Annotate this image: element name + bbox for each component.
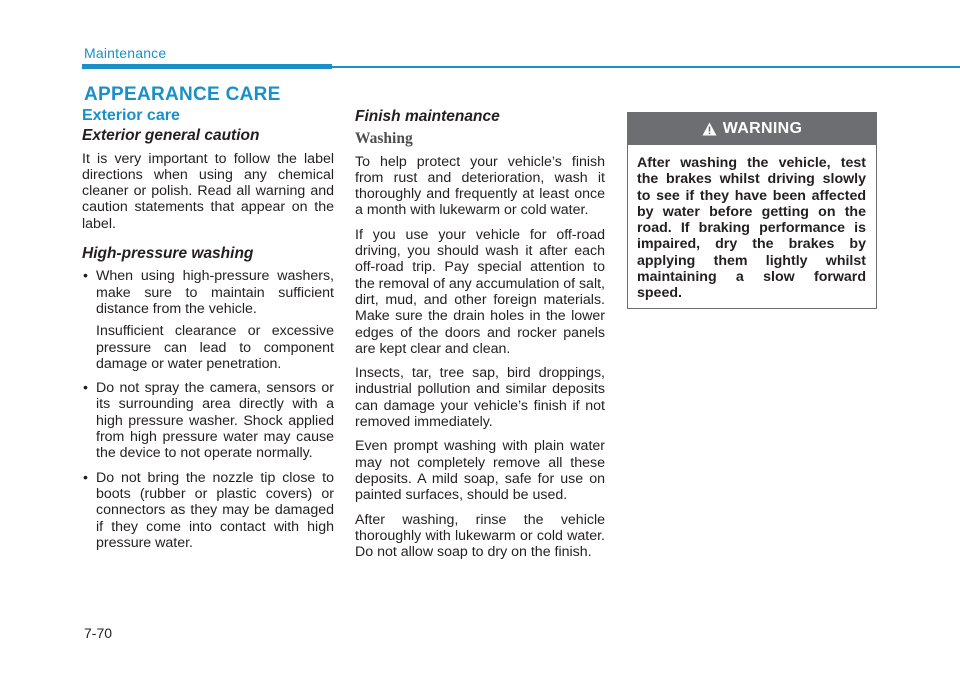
header-rule-thin xyxy=(332,66,960,68)
header-rule-thick xyxy=(82,64,332,69)
list-item-text: Do not spray the camera, sensors or its surrounding area directly with a high pressure washer. Shock applied from high pressure water may cause the device to not operate normally. xyxy=(96,380,334,462)
list-item-text: When using high-pressure washers, make sure to maintain sufficient distance from the vehicle. xyxy=(96,268,334,317)
warning-label: WARNING xyxy=(722,119,803,137)
high-pressure-heading: High-pressure washing xyxy=(82,245,254,263)
warning-box xyxy=(627,112,877,309)
page-number: 7-70 xyxy=(84,625,113,641)
list-item xyxy=(82,380,334,461)
washing-paragraph: Insects, tar, tree sap, bird droppings, industrial pollution and similar deposits can damage your vehicle’s finish if not removed immediately. xyxy=(355,365,605,431)
list-item xyxy=(82,268,334,372)
list-item xyxy=(82,470,334,551)
section-label: Maintenance xyxy=(84,45,167,61)
bullet-icon: • xyxy=(83,469,88,486)
washing-paragraph: To help protect your vehicle’s finish from rust and deterioration, wash it thoroughly and frequently at least once a month with lukewarm or cold water. xyxy=(355,153,605,219)
column-exterior-care xyxy=(82,108,334,559)
warning-header xyxy=(628,113,876,145)
warning-text: After washing the vehicle, test the brakes whilst driving slowly to see if they have been affected by water before getting on the road. If braking performance is impaired, dry the brakes by applying them lightly whilst maintaining a slow forward speed. xyxy=(637,155,866,302)
general-caution-heading: Exterior general caution xyxy=(82,127,260,145)
page-title: APPEARANCE CARE xyxy=(84,84,281,105)
bullet-icon: • xyxy=(83,380,88,397)
column-warning xyxy=(627,112,879,309)
general-caution-paragraph: It is very important to follow the label directions when using any chemical cleaner or polish. Read all warning and caution statements that appear on the label. xyxy=(82,150,334,232)
washing-paragraph: If you use your vehicle for off-road driving, you should wash it after each off-road trip. Pay special attention to the removal of any accumulation of salt, dirt, mud, and other foreign materials. Make sure the drain holes in the lower edges of the doors and rocker panels are kept clear and clean. xyxy=(355,226,605,357)
washing-heading: Washing xyxy=(355,130,413,148)
high-pressure-list xyxy=(82,268,334,551)
column-finish-maintenance xyxy=(355,108,605,568)
washing-paragraph: Even prompt washing with plain water may not completely remove all these deposits. A mild soap, safe for use on painted surfaces, should be used. xyxy=(355,438,605,504)
warning-triangle-icon xyxy=(702,122,717,136)
finish-maintenance-heading: Finish maintenance xyxy=(355,108,500,125)
washing-paragraph: After washing, rinse the vehicle thoroughly with lukewarm or cold water. Do not allow soap to dry on the finish. xyxy=(355,511,605,561)
list-item-text: Do not bring the nozzle tip close to boots (rubber or plastic covers) or connectors as they may be damaged if they come into contact with high pressure water. xyxy=(96,469,334,551)
bullet-icon: • xyxy=(83,268,88,285)
list-item-note: Insufficient clearance or excessive pressure can lead to component damage or water penetration. xyxy=(96,323,334,372)
exterior-care-heading: Exterior care xyxy=(82,107,180,124)
